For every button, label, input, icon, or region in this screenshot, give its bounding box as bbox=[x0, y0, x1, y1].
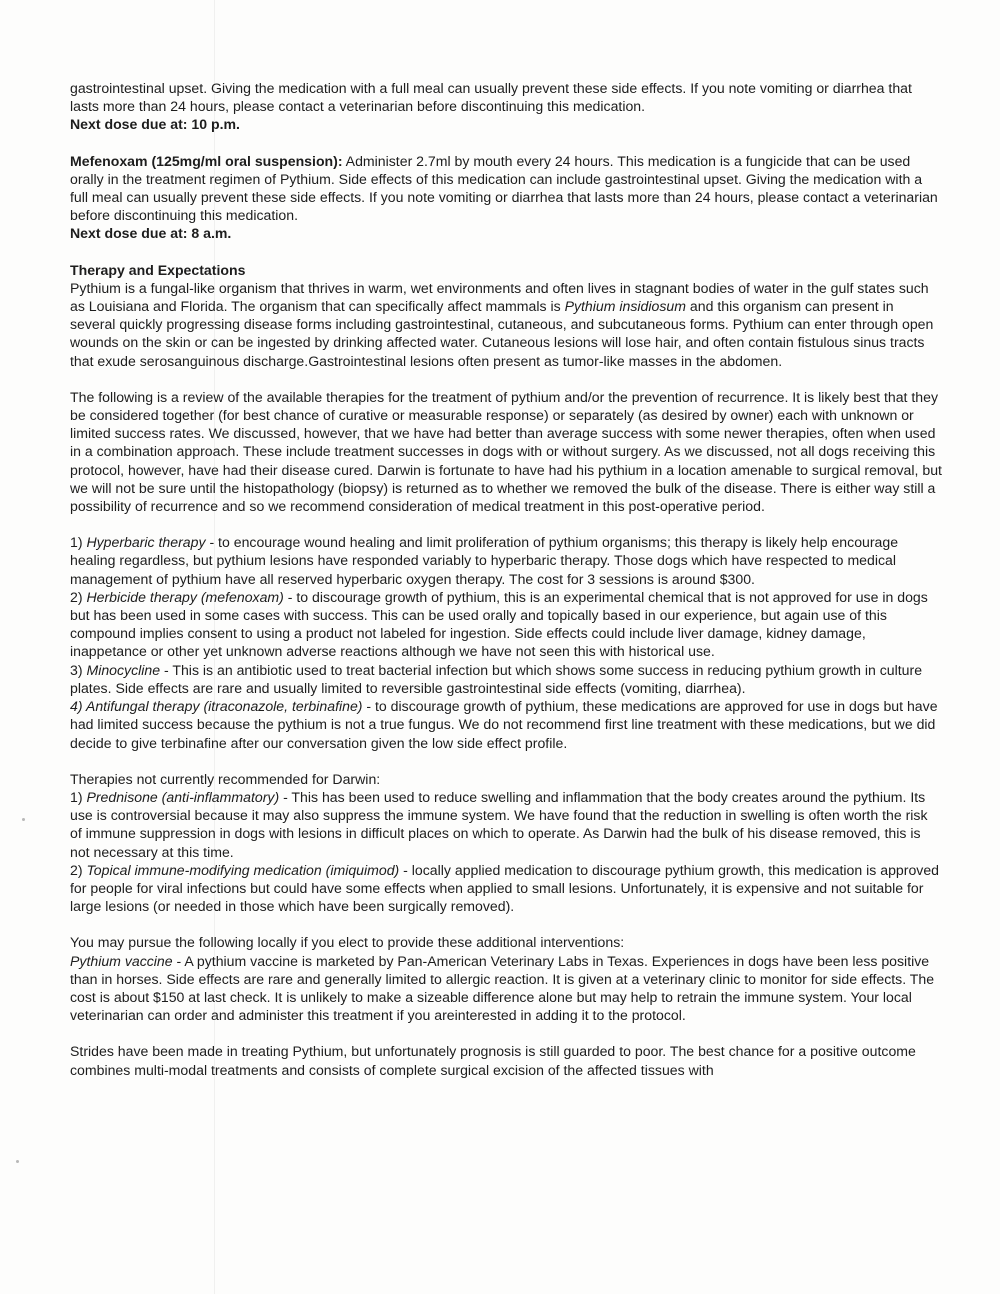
therapy-item: 3) Minocycline - This is an antibiotic used to treat bacterial infection but which shows some success in reducing pythium growth in culture plates. Side effects are rare and usually limited to reversible gastrointestinal side effects (vomiting, diarrhea). bbox=[70, 661, 923, 696]
therapies-review-paragraph: The following is a review of the available therapies for the treatment of pythium and/or the prevention of recurrence. It is likely best that they be considered together (for best chance of curative or measurable response) or separately (as desired by owner) each with unknown or limited success rates. We discussed, however, that we have had better than average success with some newer therapies, often when used in a combination approach. These include treatment successes in dogs with or without surgery. As we discussed, not all dogs receiving this protocol, however, have had their disease cured. Darwin is fortunate to have had his pythium in a location amenable to surgical removal, but we will not be sure until the histopathology (biopsy) is returned as to whether we removed the bulk of the disease. There is either way still a possibility of recurrence and so we recommend consideration of medical treatment in this post-operative period. bbox=[70, 388, 942, 515]
prognosis-paragraph: Strides have been made in treating Pythium, but unfortunately prognosis is still guarded to poor. The best chance for a positive outcome combines multi-modal treatments and consists of complete surgical excision of the affected tissues with bbox=[70, 1043, 916, 1078]
mefenoxam-paragraph: Mefenoxam (125mg/ml oral suspension): Administer 2.7ml by mouth every 24 hours. This medication is a fungicide that can be used orally in the treatment regimen of Pythium. Side effects of this medication can include gastrointestinal upset. Giving the medication with a full meal can usually prevent these side effects. If you note vomiting or diarrhea that lasts more than 24 hours, please contact a veterinarian before discontinuing this medication. bbox=[70, 152, 938, 224]
therapy-item: 1) Hyperbaric therapy - to encourage wound healing and limit proliferation of pythium organisms; this therapy is likely help encourage healing regardless, but pythium lesions have responded variably to hyperbaric therapy. Those dogs which have respected to medical management of pythium have all reserved hyperbaric oxygen therapy. The cost for 3 sessions is around $300. bbox=[70, 534, 899, 587]
therapy-item: 1) Prednisone (anti-inflammatory) - This has been used to reduce swelling and inflammation that the body creates around the pythium. Its use is controversial because it may also suppress the immune system. We have found that the reduction in swelling is often worth the risk of immune suppression in dogs with lesions in difficult places on which to operate. As Darwin had the bulk of his disease removed, this is not necessary at this time. bbox=[70, 788, 928, 860]
side-effects-paragraph: gastrointestinal upset. Giving the medication with a full meal can usually prevent these side effects. If you note vomiting or diarrhea that lasts more than 24 hours, please contact a veterinarian before discontinuing this medication. bbox=[70, 80, 912, 115]
next-dose-line: Next dose due at: 10 p.m. bbox=[70, 116, 240, 133]
section-heading: Therapy and Expectations bbox=[70, 261, 246, 278]
not-recommended-heading: Therapies not currently recommended for Darwin: bbox=[70, 770, 381, 787]
scan-speck bbox=[22, 818, 25, 821]
local-interventions-heading: You may pursue the following locally if you elect to provide these additional interventions: bbox=[70, 934, 625, 951]
pythium-description-paragraph: Pythium is a fungal-like organism that thrives in warm, wet environments and often lives in stagnant bodies of water in the gulf states such as Louisiana and Florida. The organism that can specifically affect mammals is Pythium insidiosum and this organism can present in several quickly progressing disease forms including gastrointestinal, cutaneous, and subcutaneous forms. Pythium can enter through open wounds on the skin or can be ingested by drinking affected water. Cutaneous lesions will lose hair, and often contain fistulous sinus tracts that exude serosanguinous discharge.Gastrointestinal lesions often present as tumor-like masses in the abdomen. bbox=[70, 279, 934, 369]
vaccine-paragraph: Pythium vaccine - A pythium vaccine is marketed by Pan-American Veterinary Labs in Texas. Experiences in dogs have been less positive than in horses. Side effects are rare and generally limited to allergic reaction. It is given at a veterinary clinic to monitor for side effects. The cost is about $150 at last check. It is unlikely to make a sizeable difference alone but may help to retrain the immune system. Your local veterinarian can order and administer this treatment if you areinterested in adding it to the protocol. bbox=[70, 952, 935, 1024]
mefenoxam-heading: Mefenoxam (125mg/ml oral suspension): bbox=[70, 152, 343, 169]
therapy-item: 2) Topical immune-modifying medication (imiquimod) - locally applied medication to discourage pythium growth, this medication is approved for people for viral infections but could have some effects when applied to small lesions. Unfortunately, it is expensive and not suitable for large lesions (or needed in those which have been surgically removed). bbox=[70, 861, 940, 915]
therapy-item: 2) Herbicide therapy (mefenoxam) - to discourage growth of pythium, this is an experimental chemical that is not approved for use in dogs but has been used in some cases with success. This can be used orally and topically based in our experience, but again use of this compound implies consent to using a product not labeled for ingestion. Side effects could include liver damage, kidney damage, inappetance or other yet unknown adverse reactions although we have not seen this with historical use. bbox=[70, 588, 928, 660]
document-page bbox=[70, 79, 942, 1079]
therapy-item: 4) Antifungal therapy (itraconazole, terbinafine) - to discourage growth of pythium, these medications are approved for use in dogs but have had limited success because the pythium is not a true fungus. We do not recommend first line treatment with these medications, but we did decide to give terbinafine after our conversation given the low side effect profile. bbox=[70, 698, 938, 751]
next-dose-line: Next dose due at: 8 a.m. bbox=[70, 225, 232, 242]
scan-speck bbox=[16, 1160, 19, 1163]
